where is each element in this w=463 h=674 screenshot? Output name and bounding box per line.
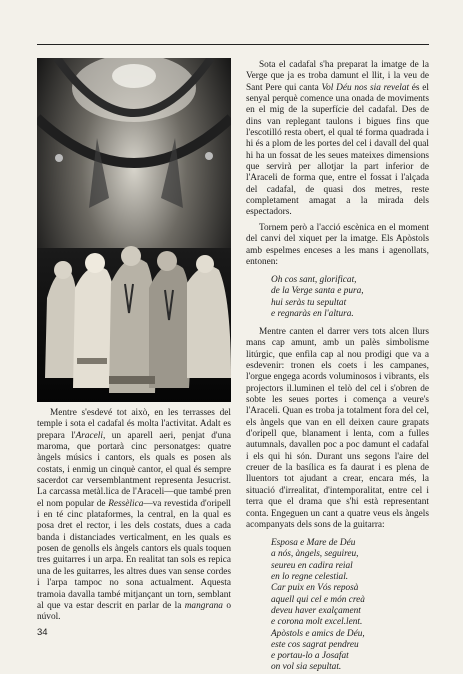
verse-line: en lo regne celestial.	[271, 572, 349, 583]
verse-line: e regnaràs en l'altura.	[271, 308, 354, 319]
verse-line: Car puix en Vós reposà	[271, 583, 359, 594]
verse-line: e portau-lo a Josafat	[271, 651, 349, 662]
page-number: 34	[37, 627, 48, 638]
verse-line: a nós, àngels, seguireu,	[271, 549, 359, 560]
verse-line: Oh cos sant, glorificat,	[271, 275, 357, 286]
left-column	[37, 408, 231, 624]
verse-line: aquell qui cel e món creà	[271, 594, 365, 605]
verse-line: Apòstols e amics de Déu,	[271, 628, 365, 639]
verse-line: on vol sia sepultat.	[271, 662, 342, 673]
photograph-apostles-around-bier	[37, 58, 231, 402]
left-paragraph: Mentre s'esdevé tot això, en les terrasses del temple i sota el cadafal és molta l'activitat. Adalt es prepara l'Araceli, un aparell aeri, penjat d'una maroma, que portarà cinc personatges: quatre àngels músics i cantors, els quals es posen als costats, i enmig un cinquè cantor, el qual és sempre sacerdot car versemblantment representa Jesucrist. La carcassa metàl.lica de l'Araceli—que també pren el nom popular de Ressèlica—va revestida d'oripell i en té cinc plataformes, la central, en la qual es posa dret el rector, i les dels costats, dues a cada banda i distanciades verticalment, en les quals es posen de genolls els àngels cantors els quals toquen tres guitarres i un arpa. En realitat tan sols es repica una de les guitarres, les altres dues van sense cordes i l'arpa tampoc no sona actualment. Aquesta tramoia davalla també mitjançant un torn, semblant al que va estar descrit en parlar de la mangrana o núvol.	[37, 408, 231, 623]
top-rule	[37, 44, 429, 45]
right-column	[246, 60, 429, 674]
verse-line: e corona molt excel.lent.	[271, 617, 363, 628]
verse-line: este cos sagrat pendreu	[271, 639, 359, 650]
verse-line: deveu haver exalçament	[271, 605, 361, 616]
verse-line: Esposa e Mare de Déu	[271, 538, 356, 549]
verse-angels	[271, 538, 429, 674]
right-paragraph-2: Tornem però a l'acció escènica en el moment del canvi del xiquet per la imatge. Els Apòstols amb espelmes enceses a les mans i agenollats, entonen:	[246, 222, 429, 267]
right-paragraph-3: Mentre canten el darrer vers tots alcen llurs mans cap amunt, amb un palès simbolisme litúrgic, que enfila cap al nou prodigi que va a esdevenir: tronen els coets i les campanes, l'orgue engega acords voluminosos i vibrants, els projectors il.luminen el telò del cel i s'obren de sobte les seues portes i comença a veure's l'Araceli. Quan es troba ja totalment fora del cel, els àngels que van en ell deixen caure grapats d'oripell que, blanament i lenta, com a fulles autumnals, davallen poc a poc damunt el cadafal i els qui hi són. Durant uns segons l'aire del creuer de la basílica es fa daurat i es plena de lluentors tot ajudant a crear, encara més, la situació d'irrealitat, d'intemporalitat, entre cel i terra que el drama que s'hi està representant conta. Engeguen un cant a quatre veus els àngels acompanyats dels sons de la guitarra:	[246, 327, 429, 530]
verse-apostles	[271, 275, 429, 320]
verse-line: seureu en cadira reial	[271, 560, 353, 571]
verse-line: hui seràs tu sepultat	[271, 297, 347, 308]
verse-line: de la Verge santa e pura,	[271, 286, 364, 297]
right-paragraph-1: Sota el cadafal s'ha preparat la imatge de la Verge que ja es troba damunt el llit, i la veu de Sant Pere qui canta Vol Déu nos sia revelat és el senyal perquè comence una onada de moviments en el mig de la superfície del cadafal. Des de dins van replegant taulons i bigues fins que l'escotilló resta obert, el qual té forma quadrada i hi és a plom de les portes del cel i davall del qual hi ha un fossat de les seues mateixes dimensions que servirà per allotjar la part inferior de l'Araceli de forma que, entre el fossat i l'alçada del cadafal, de quasi dos metres, reste completament amagat a la mirada dels espectadors.	[246, 60, 429, 218]
